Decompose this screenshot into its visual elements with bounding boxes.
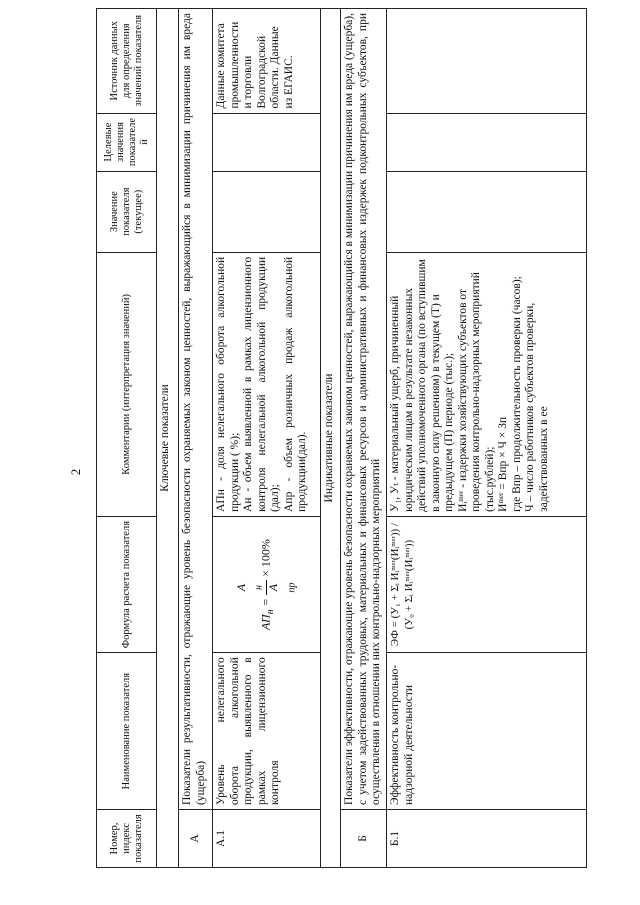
formula-tail: × 100% [258,539,273,577]
row-b1-target [387,113,587,171]
comment-line: Апр - объем розничных продаж алкогольной продукции(дал). [282,256,308,512]
row-a1-name: Уровень нелегального оборота алкогольной продукции, выявленного в рамках лицензионного контроля [213,653,321,810]
header-current: Значение показателя (текущее) [97,171,157,252]
header-formula: Формула расчета показателя [97,516,157,652]
section-b-index: Б [341,809,387,867]
comment-line: У₁, Уₜ - материальный ущерб, причиненный юридическим лицам в результате незаконных действий уполномоченного органа (по вступившим в законную силу решениям) в текущем (Т) и предыдущем (П) периоде (тыс.); [389,259,455,512]
formula-lhs-sub: н [264,609,276,615]
header-number: Номер, индекс показателя [97,809,157,867]
header-name: Наименование показателя [97,653,157,810]
row-b1-index: Б.1 [387,809,587,867]
row-b1-current [387,171,587,252]
row-b1 [387,9,587,868]
section-b-row [341,9,387,868]
comment-line: где Впр – продолжительность проверки (часов); [510,276,523,512]
formula-lhs: АП [258,614,273,631]
row-a1-comment [213,252,321,516]
indicative-indicators-row [321,9,341,868]
indicators-table [96,8,587,868]
row-a1-current [213,171,321,252]
row-b1-source [387,9,587,114]
key-indicators-heading: Ключевые показатели [157,9,179,868]
row-b1-name: Эффективность контрольно-надзорной деятельности [387,653,587,810]
header-source: Источник данных для определения значений показателя [97,9,157,114]
comment-line: АПн - доля нелегального оборота алкогольной продукции ( %); [215,256,241,512]
comment-line: Иᵢᵐᵉʳ - издержки хозяйствующих субъектов от проведения контрольно-надзорных мероприятий (тыс.рублей); [456,272,496,512]
rotated-table-page [96,8,640,868]
row-b1-formula: ЭФ = (У₁ + Σᵢ Иᵢᵐᵉʳ(Иᵢᵐᵉʳ)) / (У₀ + Σᵢ Иᵢᵐᵉʳ(Иᵢᵐᵉʳ)) [387,516,587,652]
section-b-text: Показатели эффективности, отражающие уровень безопасности охраняемых законом ценностей, выражающийся в минимизации причинения им вреда (ущерба), с учетом задействованных трудовых, материальных и финансовых ресурсов и административных и финансовых издержек подконтрольных субъектов, при осуществлении в отношении них контрольно-надзорных мероприятий [341,9,387,810]
formula-numerator-sub: н [253,585,265,591]
row-a1-target [213,113,321,171]
indicative-indicators-heading: Индикативные показатели [321,9,341,868]
page-number: 2 [68,468,83,476]
formula-denominator: А [266,583,280,592]
header-comment: Комментарии (интерпретация значений) [97,252,157,516]
row-a1 [213,9,321,868]
header-target: Целевые значения показателей [97,113,157,171]
section-a-text: Показатели результативности, отражающие уровень безопасности охраняемых законом ценностей, выражающийся в минимизации причинения им вреда (ущерба) [179,9,213,810]
row-a1-index: А.1 [213,809,321,867]
row-a1-formula: $АП_н$ = А $_н$ А $_{пр}$ × 100% [213,516,321,652]
formula-fraction [235,580,299,595]
row-a1-source: Данные комитета промышленности и торговли Волгоградской области. Данные из ЕГАИС. [213,9,321,114]
section-a-index: А [179,809,213,867]
formula-denominator-sub: пр [285,582,297,593]
formula-numerator: А [233,583,248,592]
section-a-row [179,9,213,868]
row-b1-comment [387,252,587,516]
comment-line: Иᵐᵉʳ = Впр × Ч × Зп [497,416,509,512]
comment-line: Ч – число работников субъектов проверки, задействованных в ее [524,302,550,512]
key-indicators-row [157,9,179,868]
header-row [97,9,157,868]
comment-line: Ан - объем выявленной в рамках лицензионного контроля нелегальной алкогольной продукции (дал); [242,256,281,512]
